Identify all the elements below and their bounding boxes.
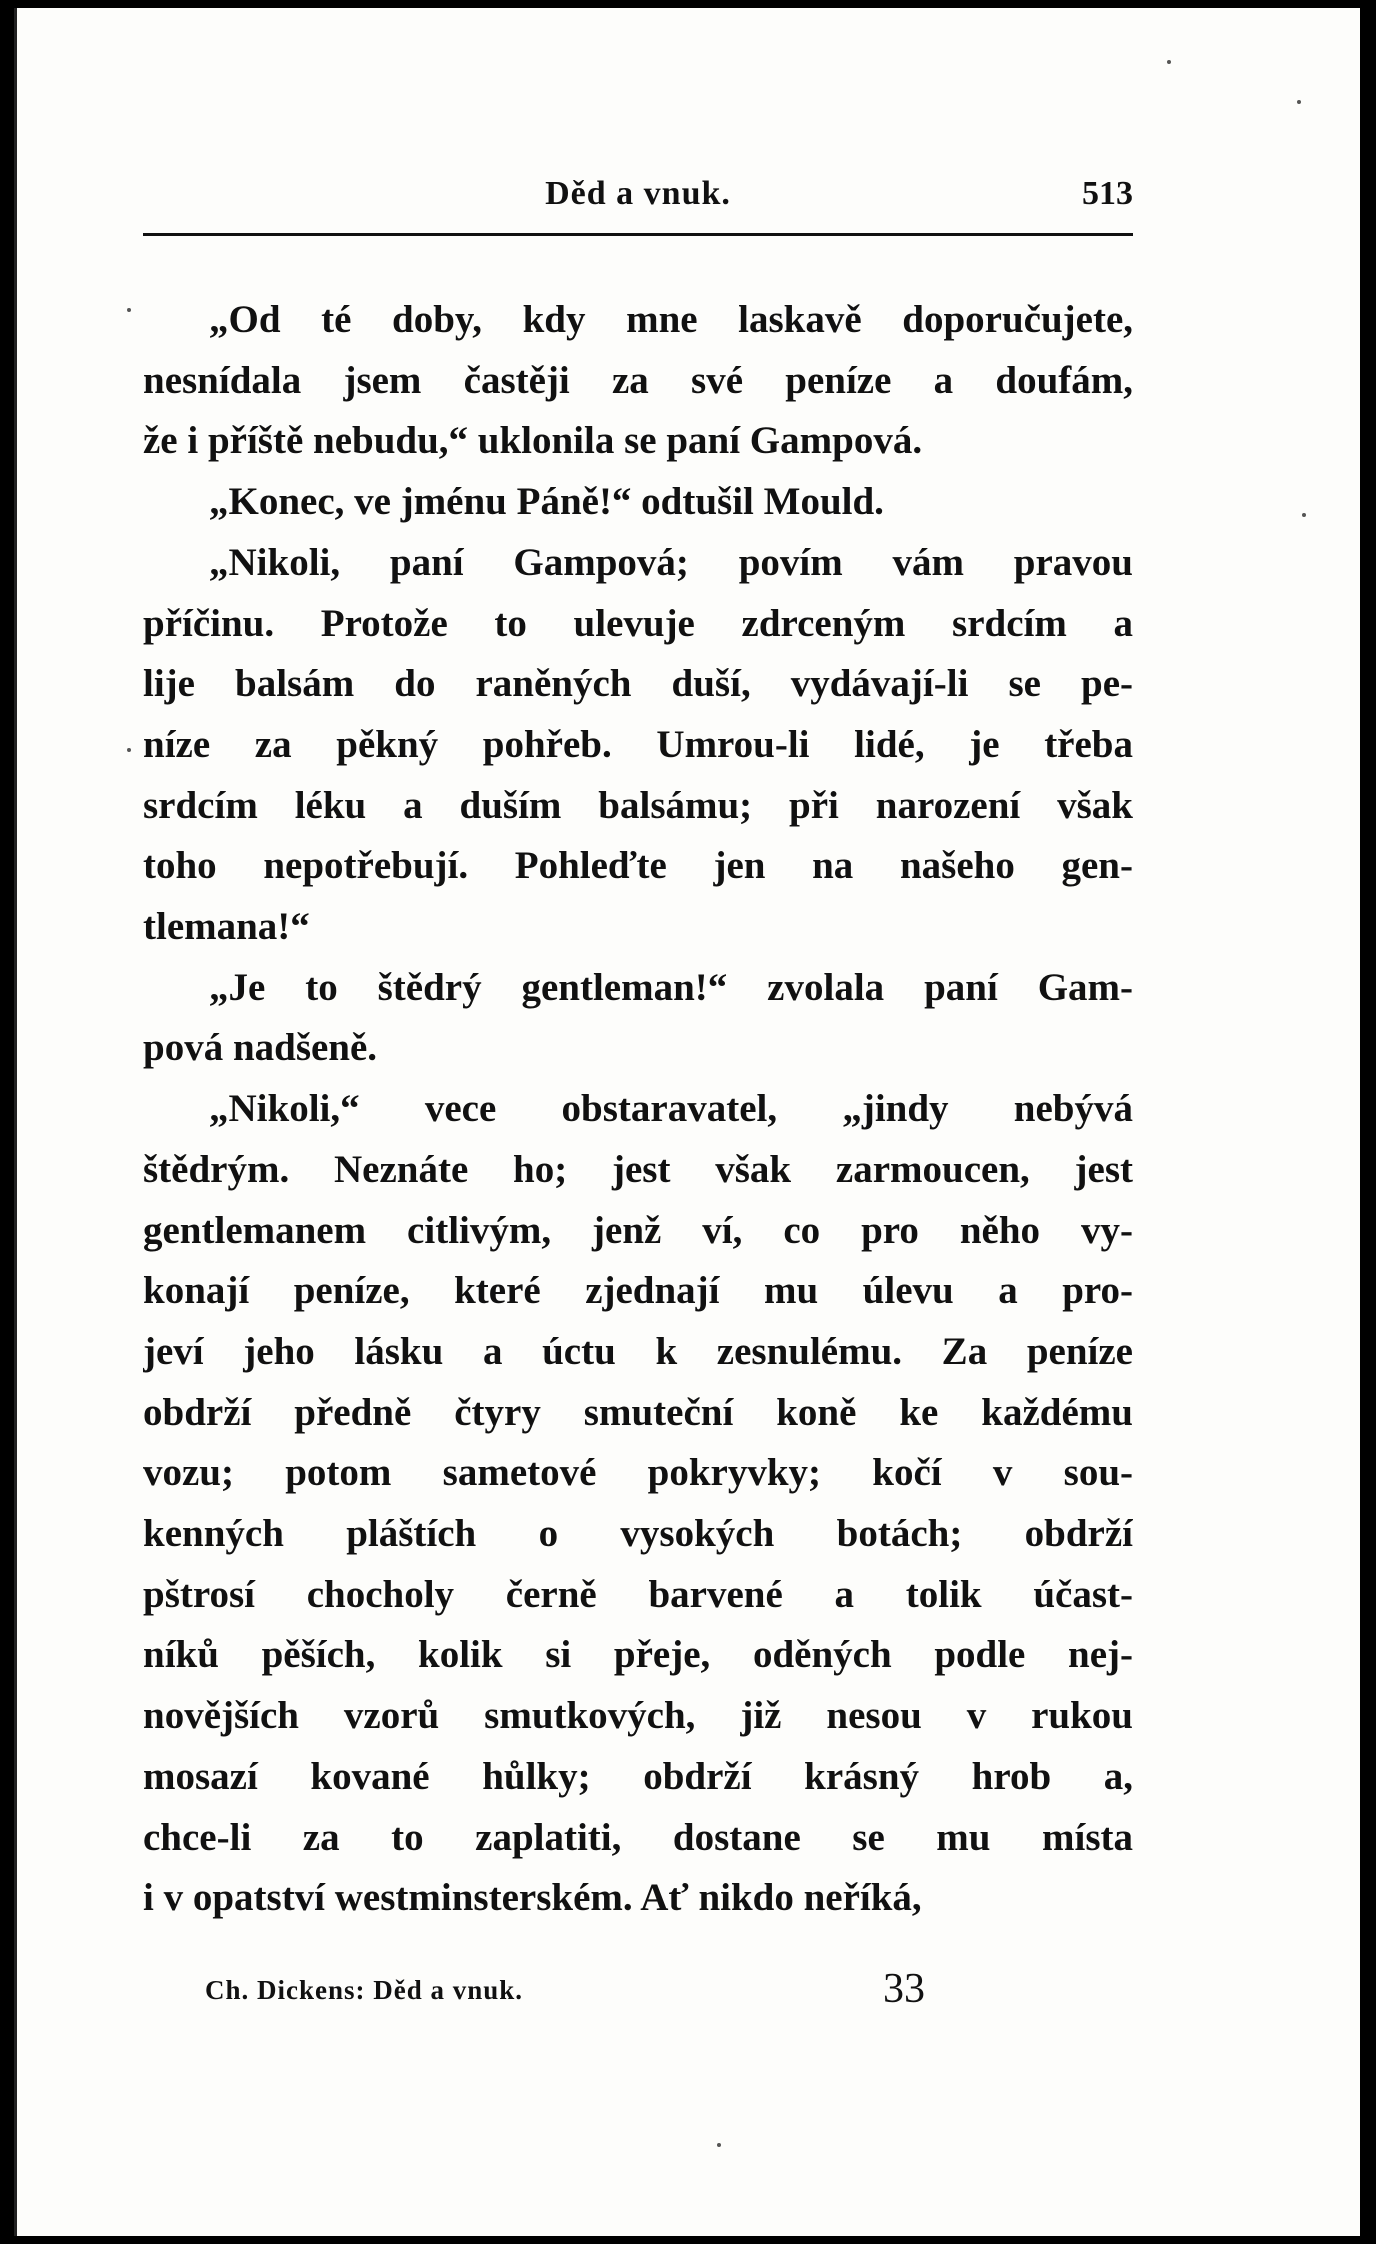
printer-signature: Ch. Dickens: Děd a vnuk. xyxy=(205,1975,524,2005)
text-line: že i příště nebudu,“ uklonila se paní Gampová. xyxy=(143,419,923,463)
text-line: „Nikoli,“ vece obstaravatel, „jindy nebývá xyxy=(209,1087,1133,1131)
page-footer xyxy=(205,1965,965,2015)
text-line: mosazí kované hůlky; obdrží krásný hrob a, xyxy=(143,1754,1133,1798)
text-line: „Konec, ve jménu Páně!“ odtušil Mould. xyxy=(209,480,884,524)
paper-speck xyxy=(127,308,131,312)
paper-speck xyxy=(1167,60,1171,64)
paragraph xyxy=(143,1079,1133,1929)
paper-speck xyxy=(1302,513,1306,517)
text-line: štědrým. Neznáte ho; jest však zarmoucen, jest xyxy=(143,1147,1133,1191)
running-title: Děd a vnuk. xyxy=(545,175,731,212)
text-line: vozu; potom sametové pokryvky; kočí v sou- xyxy=(143,1451,1133,1495)
signature-mark: 33 xyxy=(883,1966,925,2012)
text-line: pštrosí chocholy černě barvené a tolik účast- xyxy=(143,1572,1133,1616)
text-line: pová nadšeně. xyxy=(143,1026,378,1070)
text-line: gentlemanem citlivým, jenž ví, co pro něho vy- xyxy=(143,1208,1133,1252)
text-line: níků pěších, kolik si přeje, oděných podle nej- xyxy=(143,1633,1133,1677)
text-line: novějších vzorů smutkových, již nesou v rukou xyxy=(143,1694,1133,1738)
text-line: konají peníze, které zjednají mu úlevu a pro- xyxy=(143,1269,1133,1313)
text-line: tlemana!“ xyxy=(143,905,310,949)
paragraph xyxy=(143,472,1133,533)
text-line: jeví jeho lásku a úctu k zesnulému. Za peníze xyxy=(143,1329,1133,1373)
paragraph xyxy=(143,533,1133,958)
text-line: příčinu. Protože to ulevuje zdrceným srdcím a xyxy=(143,601,1133,645)
body-text xyxy=(143,290,1133,1929)
paper-speck xyxy=(127,748,131,752)
text-line: i v opatství westminsterském. Ať nikdo neříká, xyxy=(143,1876,922,1920)
page-header xyxy=(143,175,1133,236)
text-line: kenných pláštích o vysokých botách; obdrží xyxy=(143,1512,1133,1556)
paper-speck xyxy=(1297,100,1301,104)
text-line: níze za pěkný pohřeb. Umrou-li lidé, je třeba xyxy=(143,722,1133,766)
text-line: srdcím léku a duším balsámu; při narození však xyxy=(143,783,1133,827)
text-line: obdrží předně čtyry smuteční koně ke každému xyxy=(143,1390,1133,1434)
text-line: „Od té doby, kdy mne laskavě doporučujete, xyxy=(209,298,1133,341)
paper-speck xyxy=(717,2143,721,2147)
text-line: nesnídala jsem častěji za své peníze a doufám, xyxy=(143,358,1133,402)
text-line: lije balsám do raněných duší, vydávají-li se pe- xyxy=(143,662,1133,706)
text-line: chce-li za to zaplatiti, dostane se mu místa xyxy=(143,1815,1133,1859)
paragraph xyxy=(143,290,1133,472)
paragraph xyxy=(143,958,1133,1079)
page-number: 513 xyxy=(1082,175,1133,212)
text-line: toho nepotřebují. Pohleďte jen na našeho gen- xyxy=(143,844,1133,888)
text-line: „Nikoli, paní Gampová; povím vám pravou xyxy=(209,540,1133,584)
text-line: „Je to štědrý gentleman!“ zvolala paní Gam- xyxy=(209,965,1133,1009)
